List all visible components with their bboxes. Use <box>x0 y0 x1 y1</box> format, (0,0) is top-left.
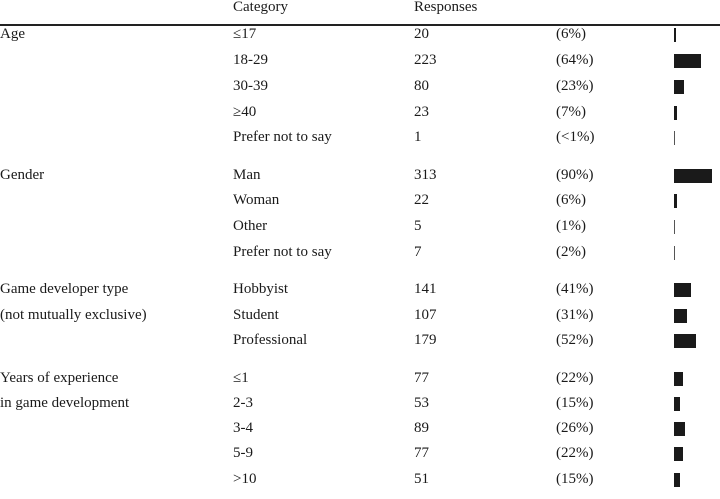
table-row <box>0 468 720 490</box>
percent-cell: (15%) <box>556 395 594 411</box>
group-label: in game development <box>0 395 130 411</box>
response-bar <box>674 54 701 68</box>
percent-cell: (1%) <box>556 218 586 234</box>
percent-cell: (6%) <box>556 192 586 208</box>
percent-cell: (31%) <box>556 307 594 323</box>
category-cell: Student <box>233 307 279 323</box>
group-label: Game developer type <box>0 281 129 297</box>
category-cell: 3-4 <box>233 420 253 436</box>
table-row <box>0 278 720 300</box>
table-row <box>0 49 720 71</box>
response-bar <box>674 283 691 297</box>
response-bar <box>674 28 676 42</box>
response-bar <box>674 131 675 145</box>
percent-cell: (22%) <box>556 445 594 461</box>
group-label: Gender <box>0 167 45 183</box>
table-row <box>0 23 720 45</box>
category-cell: ≤17 <box>233 26 257 42</box>
count-cell: 20 <box>414 26 429 42</box>
response-bar <box>674 309 687 323</box>
response-bar <box>674 220 675 234</box>
group-label: (not mutually exclusive) <box>0 307 147 323</box>
response-bar <box>674 169 712 183</box>
response-bar <box>674 106 677 120</box>
table-row <box>0 189 720 211</box>
table-row <box>0 417 720 439</box>
count-cell: 77 <box>414 370 429 386</box>
table-row <box>0 126 720 148</box>
count-cell: 179 <box>414 332 437 348</box>
response-bar <box>674 447 683 461</box>
category-cell: 5-9 <box>233 445 253 461</box>
count-cell: 23 <box>414 104 429 120</box>
count-cell: 107 <box>414 307 437 323</box>
category-cell: Prefer not to say <box>233 244 332 260</box>
percent-cell: (<1%) <box>556 129 595 145</box>
count-cell: 5 <box>414 218 422 234</box>
percent-cell: (52%) <box>556 332 594 348</box>
category-cell: >10 <box>233 471 257 487</box>
category-cell: Man <box>233 167 261 183</box>
response-bar <box>674 246 675 260</box>
category-cell: ≤1 <box>233 370 249 386</box>
table-row <box>0 164 720 186</box>
category-cell: 30-39 <box>233 78 268 94</box>
table-row <box>0 241 720 263</box>
response-bar <box>674 397 680 411</box>
count-cell: 1 <box>414 129 422 145</box>
count-cell: 22 <box>414 192 429 208</box>
response-bar <box>674 334 696 348</box>
category-cell: Other <box>233 218 268 234</box>
percent-cell: (7%) <box>556 104 586 120</box>
table-row <box>0 215 720 237</box>
category-cell: ≥40 <box>233 104 257 120</box>
table-row <box>0 75 720 97</box>
header-category: Category <box>233 0 288 15</box>
table-row <box>0 392 720 414</box>
count-cell: 313 <box>414 167 437 183</box>
count-cell: 141 <box>414 281 437 297</box>
percent-cell: (41%) <box>556 281 594 297</box>
percent-cell: (90%) <box>556 167 594 183</box>
category-cell: Prefer not to say <box>233 129 332 145</box>
response-bar <box>674 473 680 487</box>
percent-cell: (26%) <box>556 420 594 436</box>
category-cell: 18-29 <box>233 52 268 68</box>
category-cell: Hobbyist <box>233 281 289 297</box>
count-cell: 51 <box>414 471 429 487</box>
percent-cell: (2%) <box>556 244 586 260</box>
category-cell: Woman <box>233 192 280 208</box>
group-label: Years of experience <box>0 370 119 386</box>
percent-cell: (15%) <box>556 471 594 487</box>
percent-cell: (23%) <box>556 78 594 94</box>
category-cell: Professional <box>233 332 308 348</box>
response-bar <box>674 80 684 94</box>
response-bar <box>674 194 677 208</box>
category-cell: 2-3 <box>233 395 253 411</box>
count-cell: 7 <box>414 244 422 260</box>
table-row <box>0 329 720 351</box>
response-bar <box>674 372 683 386</box>
count-cell: 77 <box>414 445 429 461</box>
table-row <box>0 367 720 389</box>
table-row <box>0 304 720 326</box>
count-cell: 223 <box>414 52 437 68</box>
percent-cell: (64%) <box>556 52 594 68</box>
table-row <box>0 101 720 123</box>
table-row <box>0 442 720 464</box>
header-responses: Responses <box>414 0 478 15</box>
percent-cell: (22%) <box>556 370 594 386</box>
count-cell: 80 <box>414 78 429 94</box>
percent-cell: (6%) <box>556 26 586 42</box>
count-cell: 89 <box>414 420 429 436</box>
count-cell: 53 <box>414 395 429 411</box>
group-label: Age <box>0 26 25 42</box>
response-bar <box>674 422 685 436</box>
